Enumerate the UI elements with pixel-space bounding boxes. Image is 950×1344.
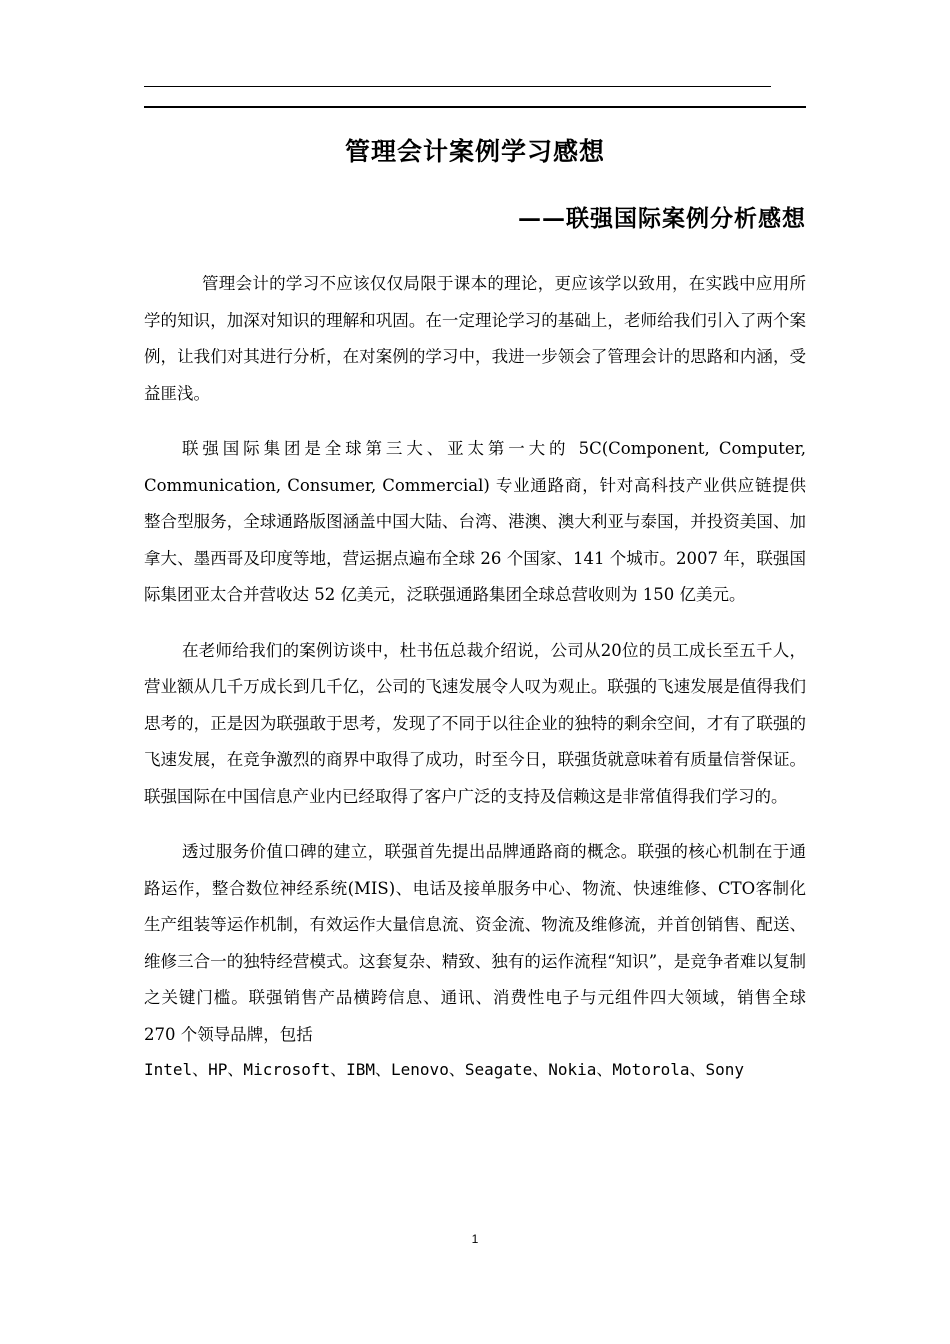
- page-number: 1: [471, 1232, 479, 1246]
- paragraph-interview: 在老师给我们的案例访谈中，杜书伍总裁介绍说，公司从20位的员工成长至五千人，营业额从几千万成长到几千亿，公司的飞速发展令人叹为观止。联强的飞速发展是值得我们思考的，正是因为联强敢于思考，发现了不同于以往企业的独特的剩余空间，才有了联强的飞速发展，在竞争激烈的商界中取得了成功，时至今日，联强货就意味着有质量信誉保证。联强国际在中国信息产业内已经取得了客户广泛的支持及信赖这是非常值得我们学习的。: [144, 640, 806, 806]
- document-subtitle: ——联强国际案例分析感想: [518, 205, 806, 232]
- header-rule-top: [144, 86, 771, 87]
- paragraph-business-model: 透过服务价值口碑的建立，联强首先提出品牌通路商的概念。联强的核心机制在于通路运作，整合数位神经系统(MIS)、电话及接单服务中心、物流、快速维修、CTO客制化生产组装等运作机制，有效运作大量信息流、资金流、物流及维修流，并首创销售、配送、维修三合一的独特经营模式。这套复杂、精致、独有的运作流程“知识”，是竞争者难以复制之关键门槛。联强销售产品横跨信息、通讯、消费性电子与元组件四大领域，销售全球 270 个领导品牌，包括: [144, 842, 806, 1044]
- header-rule-bottom: [144, 106, 806, 108]
- document-title: 管理会计案例学习感想: [344, 137, 605, 166]
- paragraph-company-profile: 联强国际集团是全球第三大、亚太第一大的 5C(Component, Computer, Communication, Consumer, Commercial) 专业通路商，针对高科技产业供应链提供整合型服务，全球通路版图涵盖中国大陆、台湾、港澳、澳大利亚与泰国，并投资美国、加拿大、墨西哥及印度等地，营运据点遍布全球 26 个国家、141 个城市。2007 年，联强国际集团亚太合并营收达 52 亿美元，泛联强通路集团全球总营收则为 150 亿美元。: [144, 439, 806, 604]
- paragraph-intro: 管理会计的学习不应该仅仅局限于课本的理论，更应该学以致用，在实践中应用所学的知识，加深对知识的理解和巩固。在一定理论学习的基础上，老师给我们引入了两个案例，让我们对其进行分析，在对案例的学习中，我进一步领会了管理会计的思路和内涵，受益匪浅。: [144, 274, 806, 403]
- document-body: [144, 266, 806, 1088]
- brands-line: Intel、HP、Microsoft、IBM、Lenovo、Seagate、Nokia、Motorola、Sony: [144, 1060, 745, 1079]
